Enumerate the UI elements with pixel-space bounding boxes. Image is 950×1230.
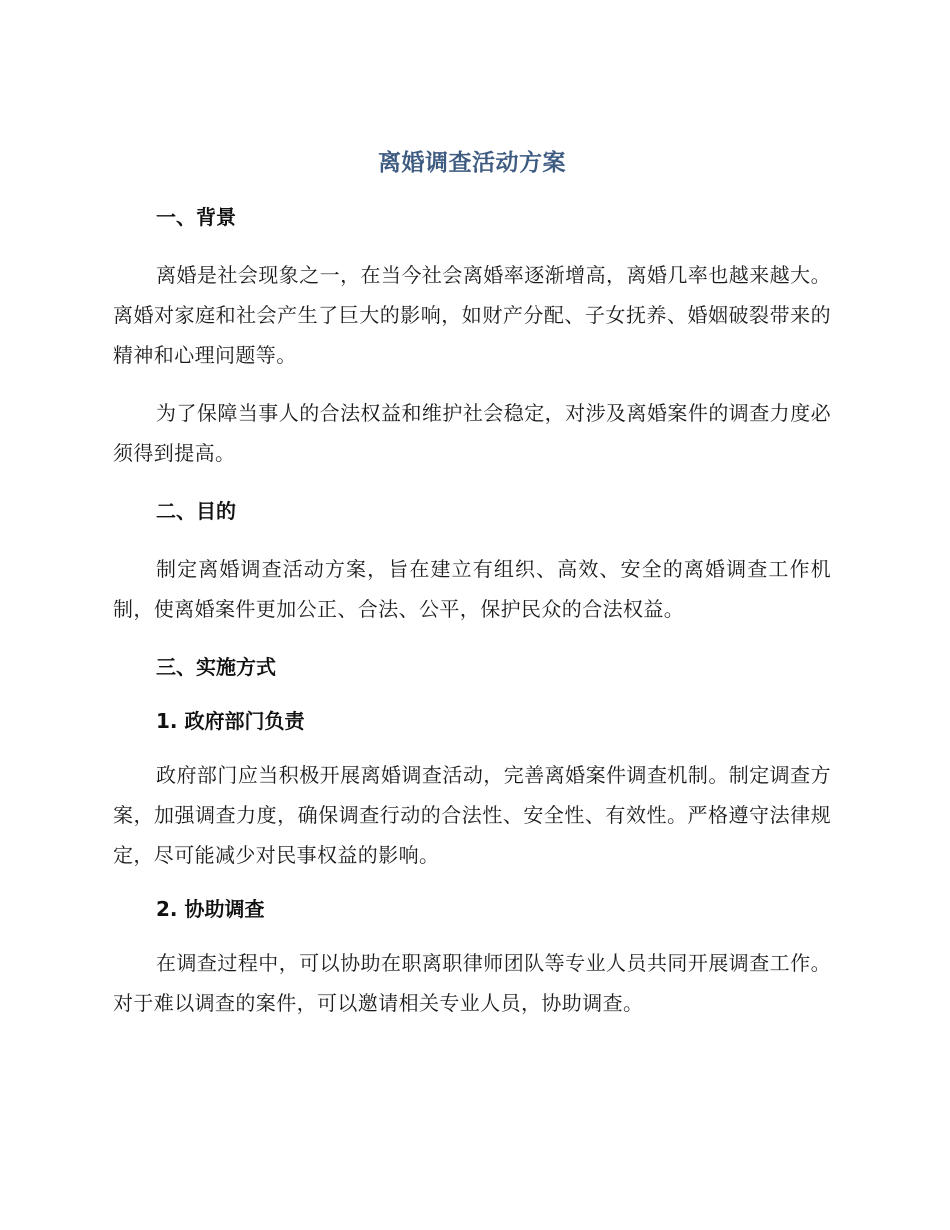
section-heading-purpose: 二、目的 — [156, 499, 236, 523]
paragraph-purpose-1: 制定离婚调查活动方案，旨在建立有组织、高效、安全的离婚调查工作机制，使离婚案件更加公正、合法、公平，保护民众的合法权益。 — [113, 557, 831, 621]
document-body — [113, 143, 831, 1023]
subsection-heading-government: 1. 政府部门负责 — [156, 709, 305, 733]
paragraph-background-1: 离婚是社会现象之一，在当今社会离婚率逐渐增高，离婚几率也越来越大。离婚对家庭和社会产生了巨大的影响，如财产分配、子女抚养、婚姻破裂带来的精神和心理问题等。 — [113, 263, 831, 367]
paragraph-assist: 在调查过程中，可以协助在职离职律师团队等专业人员共同开展调查工作。对于难以调查的案件，可以邀请相关专业人员，协助调查。 — [113, 951, 831, 1015]
paragraph-background-2: 为了保障当事人的合法权益和维护社会稳定，对涉及离婚案件的调查力度必须得到提高。 — [113, 401, 831, 465]
section-heading-implementation: 三、实施方式 — [156, 655, 276, 679]
subsection-heading-assist: 2. 协助调查 — [156, 897, 265, 921]
section-heading-background: 一、背景 — [156, 205, 236, 229]
paragraph-government: 政府部门应当积极开展离婚调查活动，完善离婚案件调查机制。制定调查方案，加强调查力度，确保调查行动的合法性、安全性、有效性。严格遵守法律规定，尽可能减少对民事权益的影响。 — [113, 763, 831, 867]
document-title: 离婚调查活动方案 — [378, 150, 566, 176]
